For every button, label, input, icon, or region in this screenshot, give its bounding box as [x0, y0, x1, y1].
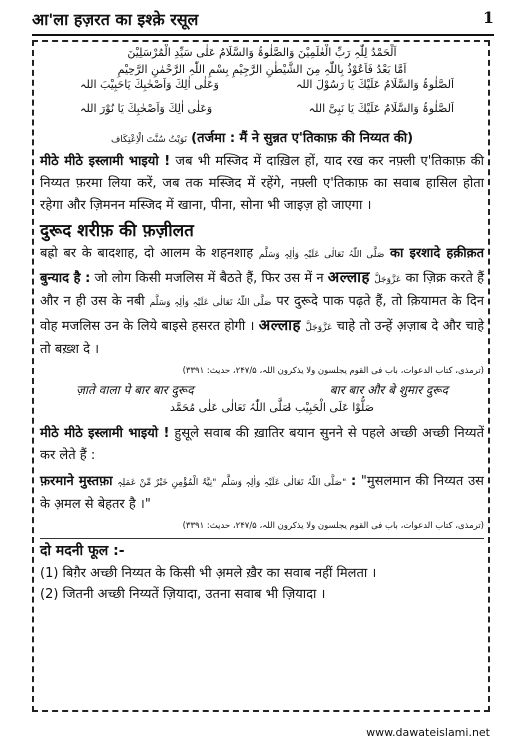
allah-name-1: अल्लाह — [327, 268, 371, 286]
fazeelat-paragraph — [40, 243, 484, 361]
arabic-line-2: اَمَّا بَعْدُ فَاَعُوْذُ بِاللّٰہِ مِنَ الشَّیْطٰنِ الرَّجِیْمِ بِسْمِ اللّٰہِ الرَّحْمٰنِ الرَّحِیْمِ — [117, 63, 407, 76]
fazeelat-text-6: चाहे तो उन्हें अ़ज़ाब दे और चाहे तो बख़्श दे । — [40, 319, 484, 357]
azza-2: عَزَّوَجَلَّ — [305, 323, 333, 333]
farmane-paragraph — [40, 471, 484, 516]
intro-paragraph — [40, 151, 484, 217]
madani-item-1: (1) बिग़ैर अच्छी निय्यत के किसी भी अ़मले ख़ैर का सवाब नहीं मिलता । — [40, 566, 377, 581]
intro-lead: मीठे मीठे इस्लामी भाइयो ! — [40, 154, 171, 169]
fazeelat-text-2: का इरशादे हक़ीक़त बुन्याद है : — [40, 246, 484, 286]
niyyat-translation: (तर्जमा : मैं ने सुन्नत ए'तिकाफ़ की निय्यत की) — [191, 131, 414, 146]
niyyat-line — [40, 128, 484, 151]
reference-1: (ترمذی، کتاب الدعوات، باب فی القوم یجلسون ولا یذکرون اللہ، ۲۴۷/۵، حدیث: ۳۳۹۱) — [182, 366, 484, 376]
farmane-hadith: "نِیَّۃُ الْمُؤْمِنِ خَیْرٌ مِّنْ عَمَلِہٖ" — [117, 478, 347, 488]
intentions-text: हुसूले सवाब की ख़ातिर बयान सुनने से पहले अच्छी अच्छी निय्यतें कर लेते हैं : — [40, 426, 484, 463]
durud-1-left: وَعَلٰی اٰلِكَ وَاَصْحٰبِكَ یَاحَبِیْبَ اللہ — [80, 78, 219, 91]
salawat-2: صَلَّی اللّٰہُ تَعَالٰی عَلَیْہِ وَاٰلِہٖ وَسَلَّم — [149, 298, 272, 308]
arabic-line-1: اَلْحَمْدُ لِلّٰہِ رَبِّ الْعٰلَمِیْنَ وَالصَّلٰوۃُ وَالسَّلَامُ عَلٰی سَیِّدِ الْمُرْسَلِیْنَ — [127, 46, 397, 59]
page-content — [40, 44, 484, 605]
fazeelat-text-5: पर दुरूदे पाक पढ़ते हैं, तो क़ियामत के दिन वोह मजलिस उन के लिये बाइसे हसरत होगी । — [40, 294, 484, 334]
salu-line — [40, 401, 484, 419]
niyyat-arabic: نَوَیْتُ سُنَّتَ الْاِعْتِکَاف — [110, 135, 188, 145]
header-rule — [32, 34, 494, 36]
book-title: आ'ला हज़रत का इश्क़े रसूल — [32, 10, 199, 29]
azza-1: عَزَّوَجَلَّ — [374, 275, 402, 285]
intro-text: जब भी मस्जिद में दाख़िल हों, याद रख कर नफ़्ली ए'तिकाफ़ की निय्यत फ़रमा लिया करें, जब तक मस्जिद में रहेंगे, नफ़्ली ए'तिकाफ़ का सवाब हासिल होता रहेगा और ज़िमनन मस्जिद में खाना, पीना, सोना भी जाइज़ हो जाएगा । — [40, 154, 484, 213]
intentions-paragraph — [40, 423, 484, 467]
salawat-3: صَلَّی اللّٰہُ تَعَالٰی عَلَیْہِ وَاٰلِہٖ وَسَلَّم — [221, 478, 343, 488]
website-link[interactable]: www.dawateislami.net — [366, 726, 490, 739]
salawat-1: صَلَّی اللّٰہُ تَعَالٰی عَلَیْہِ وَاٰلِہٖ وَسَلَّم — [258, 250, 385, 260]
durud-line-1 — [40, 78, 484, 96]
salu-left: صَلَّی اللّٰہُ تَعَالٰی عَلٰی مُحَمَّد — [170, 401, 292, 414]
page-header — [32, 8, 494, 34]
durud-line-2 — [40, 102, 484, 120]
salu-right: صَلُّوْا عَلَی الْحَبِیْب ! — [287, 401, 374, 414]
fazeelat-text-4: का ज़िक्र करते हैं और न ही उस के नबी — [40, 271, 484, 309]
madani-heading: दो मदनी फूल :- — [40, 538, 484, 561]
durud-2-right: اَلصَّلٰوۃُ وَالسَّلَامُ عَلَیْكَ یَا نَبِیَّ اللہ — [308, 102, 454, 115]
madani-item-2: (2) जितनी अच्छी निय्यतें ज़ियादा, उतना सवाब भी ज़ियादा । — [40, 587, 326, 602]
durud-2-left: وَعَلٰی اٰلِكَ وَاَصْحٰبِكَ یَا نُوْرَ اللہ — [80, 102, 213, 115]
couplet-right: बार बार और बे शुमार दुरूद — [329, 383, 448, 397]
durud-1-right: اَلصَّلٰوۃُ وَالسَّلَامُ عَلَیْكَ یَا رَسُوْلَ اللہ — [295, 78, 454, 91]
couplet — [40, 381, 484, 401]
page-number: 1 — [482, 8, 494, 27]
fazeelat-text-1: बह्रो बर के बादशाह, दो आलम के शहनशाह — [40, 246, 254, 261]
intentions-lead: मीठे मीठे इस्लामी भाइयो ! — [40, 426, 170, 441]
allah-name-2: अल्लाह — [258, 316, 302, 334]
couplet-left: ज़ाते वाला पे बार बार दुरूद — [76, 383, 194, 397]
fazeelat-heading: दुरूद शरीफ़ की फ़ज़ीलत — [40, 221, 194, 241]
reference-2: (ترمذی، کتاب الدعوات، باب فی القوم یجلسون ولا یذکرون اللہ، ۲۴۷/۵، حدیث: ۳۳۹۱) — [182, 521, 484, 531]
farmane-colon: : — [350, 474, 357, 489]
farmane-label: फ़रमाने मुस्तफ़ा — [40, 474, 113, 489]
farmane-text: "मुसलमान की निय्यत उस के अ़मल से बेहतर है ।" — [40, 474, 484, 512]
fazeelat-text-3: जो लोग किसी मजलिस में बैठते हैं, फिर उस में न — [90, 271, 324, 286]
